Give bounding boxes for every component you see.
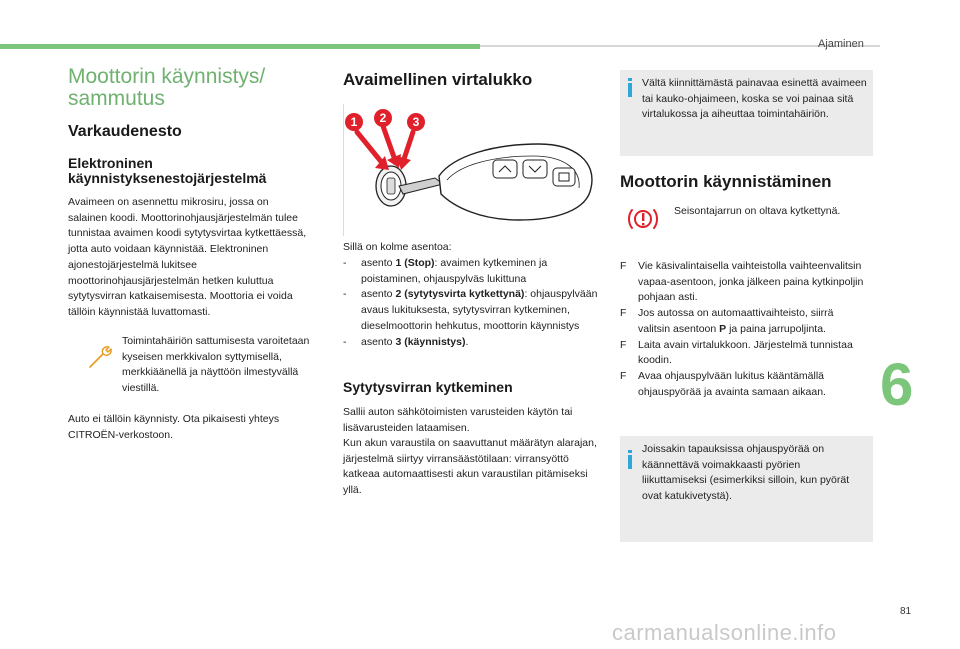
info-text-steering-wheel: Joissakin tapauksissa ohjauspyörää on käännettävä voimakkaasti pyörien liikuttamiseksi (esimerkiksi silloin, kun pyörät ovat katukivetystä). [642,443,850,503]
callout-label-1: 1 [350,115,358,129]
start-step-2: F Jos autossa on automaattivaihteisto, siirrä valitsin asentoon P ja paina jarrupoljinta. [620,307,834,335]
info-icon [628,78,632,97]
start-step-1: F Vie käsivalintaisella vaihteistolla vaihteenvalitsin vapaa-asentoon, jonka jälkeen paina kytkinpoljin pohjaan asti. [620,260,864,304]
info-icon [628,450,632,469]
immobiliser-paragraph: Avaimeen on asennettu mikrosiru, jossa on salainen koodi. Moottorinohjausjärjestelmän tulee tunnistaa avaimen koodi sytytysvirtaa kytkettäessä, jotta auto voidaan käynnistää. Elektroninen ajonestojärjestelmä lukitsee moottorinohjausjärjestelmän hetken kuluttua sytytysvirran katkaisemisesta. Moottoria ei voida tällöin käynnistää luvattomasti. [68,196,307,318]
position-item-2: - asento 2 (sytytysvirta kytkettynä): ohjauspylvään avaus lukituksesta, sytytysvirran kytkeminen, dieselmoottorin hehkutus, moottorin käynnistys [343,288,598,332]
positions-list [343,256,601,350]
positions-intro: Sillä on kolme asentoa: [343,241,452,253]
header-accent-bar [0,44,480,49]
heading-varkaudenesto: Varkaudenesto [68,123,182,140]
callout-label-3: 3 [412,115,420,129]
info-box-heavy-object [620,70,873,156]
page-title: Moottorin käynnistys/ sammutus [68,65,266,110]
key-ignition-figure [343,98,603,236]
page-number: 81 [900,606,912,617]
contact-dealer-paragraph: Auto ei tällöin käynnisty. Ota pikaisesti yhteys CITROËN-verkostoon. [68,413,280,441]
parking-brake-warning-icon [626,206,660,232]
heading-ignition-lock: Avaimellinen virtalukko [343,70,533,89]
subheading-ignition-on: Sytytysvirran kytkeminen [343,379,513,395]
position-item-1: - asento 1 (Stop): avaimen kytkeminen ja poistaminen, ohjauspylväs lukittuna [343,257,548,285]
section-label: Ajaminen [818,38,864,50]
ignition-on-paragraph-1: Sallii auton sähkötoimisten varusteiden käytön tai lisävarusteiden lataamisen. [343,406,573,434]
heading-engine-start: Moottorin käynnistäminen [620,172,832,191]
chapter-number: 6 [880,351,914,418]
parking-brake-note: Seisontajarrun on oltava kytkettynä. [674,205,841,217]
start-step-4: F Avaa ohjauspylvään lukitus kääntämällä ohjauspyörää ja avainta samaan aikaan. [620,369,826,398]
start-steps-list [620,259,866,400]
position-item-3: - asento 3 (käynnistys). [343,335,469,348]
callout-label-2: 2 [379,111,387,125]
watermark: carmanualsonline.info [612,620,837,645]
ignition-on-paragraph-2: Kun akun varaustila on saavuttanut määrätyn alarajan, järjestelmä siirtyy virransäästötilaan: virransyöttö katkeaa automaattisesti akun varaustilan pitämiseksi yllä. [343,437,597,497]
subheading-immobiliser: Elektroninen käynnistyksenestojärjestelmä [68,155,267,186]
info-text-heavy-object: Vältä kiinnittämästä painavaa esinettä avaimeen tai kauko-ohjaimeen, koska se voi painaa sitä virtalukossa ja aiheuttaa toimintahäiriön. [642,77,867,121]
wrench-warning-icon [88,344,114,370]
info-box-steering-wheel [620,436,873,542]
warning-note: Toimintahäiriön sattumisesta varoitetaan kyseisen merkkivalon syttymisellä, merkkiäänellä ja näyttöön ilmestyvällä viestillä. [122,335,310,395]
start-step-3: F Laita avain virtalukkoon. Järjestelmä tunnistaa koodin. [620,338,853,367]
